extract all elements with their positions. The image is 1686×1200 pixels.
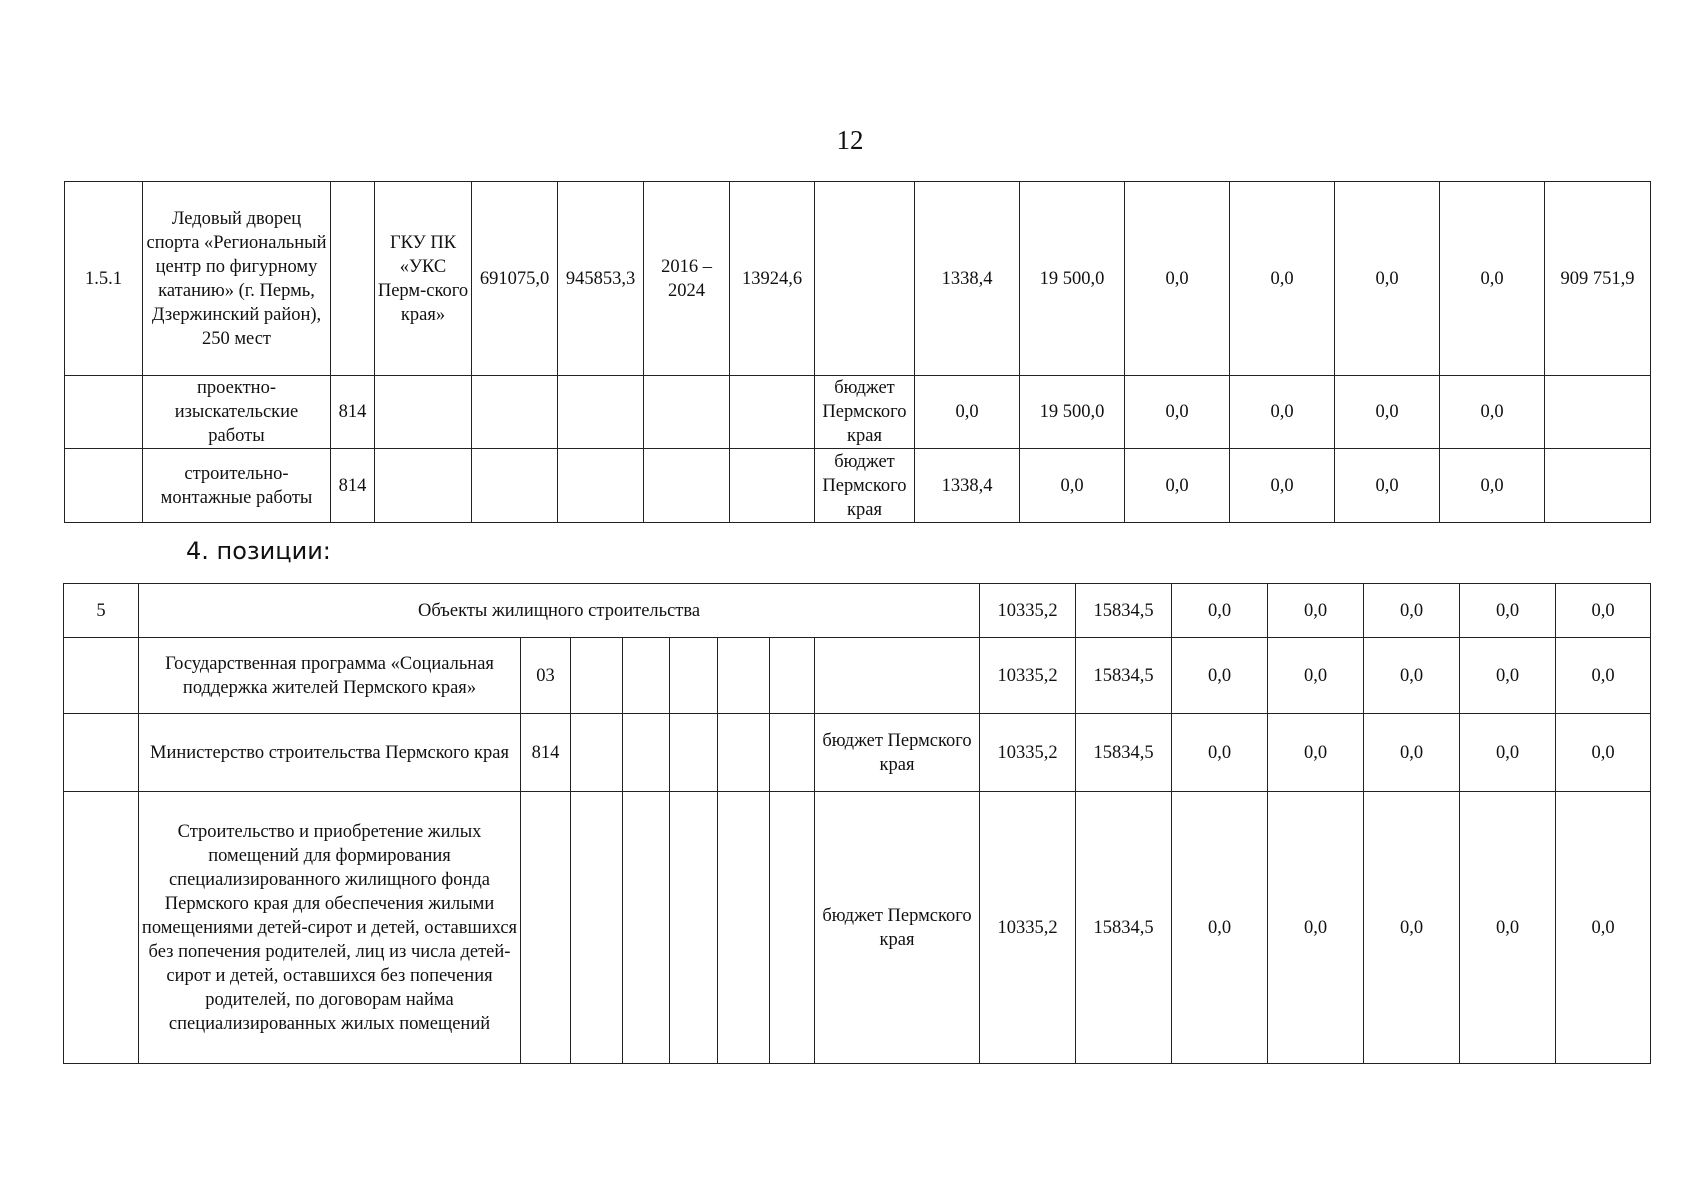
value-cell: 945853,3 xyxy=(558,182,644,376)
year-value: 0,0 xyxy=(1335,449,1440,523)
budget-code: 814 xyxy=(331,449,375,523)
empty-cell xyxy=(770,714,815,792)
section-heading: 4. позиции: xyxy=(186,537,331,565)
year-value: 1338,4 xyxy=(915,449,1020,523)
customer: ГКУ ПК «УКС Перм-ского края» xyxy=(375,182,472,376)
budget-code xyxy=(331,182,375,376)
housing-objects-table xyxy=(63,583,1651,1064)
row-number xyxy=(64,714,139,792)
value-cell: 13924,6 xyxy=(730,182,815,376)
year-value: 10335,2 xyxy=(980,638,1076,714)
empty-cell xyxy=(718,792,770,1064)
years-cell: 2016 – 2024 xyxy=(644,182,730,376)
budget-code: 814 xyxy=(331,376,375,449)
empty-cell xyxy=(571,714,623,792)
year-value: 0,0 xyxy=(1268,638,1364,714)
year-value: 0,0 xyxy=(1172,792,1268,1064)
year-value: 0,0 xyxy=(1172,714,1268,792)
empty-cell xyxy=(770,638,815,714)
year-value: 0,0 xyxy=(1460,584,1556,638)
table-row xyxy=(64,714,1651,792)
year-value: 0,0 xyxy=(1556,638,1651,714)
funding-source: бюджет Пермского края xyxy=(815,449,915,523)
year-value: 0,0 xyxy=(1268,714,1364,792)
year-value: 0,0 xyxy=(1268,584,1364,638)
year-value: 0,0 xyxy=(915,376,1020,449)
empty-cell xyxy=(571,638,623,714)
budget-code: 814 xyxy=(521,714,571,792)
table-row xyxy=(65,376,1651,449)
year-value: 0,0 xyxy=(1364,714,1460,792)
year-value: 0,0 xyxy=(1020,449,1125,523)
customer xyxy=(375,449,472,523)
program-name: Государственная программа «Социальная поддержка жителей Пермского края» xyxy=(139,638,521,714)
row-number xyxy=(64,792,139,1064)
total-value xyxy=(1545,376,1651,449)
value-cell xyxy=(472,449,558,523)
year-value: 0,0 xyxy=(1335,376,1440,449)
year-value: 0,0 xyxy=(1230,376,1335,449)
funding-source: бюджет Пермского края xyxy=(815,714,980,792)
year-value: 0,0 xyxy=(1364,792,1460,1064)
years-cell xyxy=(644,449,730,523)
row-number xyxy=(65,449,143,523)
table-row xyxy=(64,792,1651,1064)
year-value: 0,0 xyxy=(1364,638,1460,714)
empty-cell xyxy=(670,714,718,792)
year-value: 0,0 xyxy=(1460,792,1556,1064)
customer xyxy=(375,376,472,449)
page-number: 12 xyxy=(836,125,864,155)
object-name: проектно-изыскательские работы xyxy=(143,376,331,449)
year-value: 10335,2 xyxy=(980,714,1076,792)
row-number: 1.5.1 xyxy=(65,182,143,376)
year-value: 10335,2 xyxy=(980,584,1076,638)
capital-object-table xyxy=(64,181,1651,523)
year-value: 15834,5 xyxy=(1076,714,1172,792)
value-cell xyxy=(558,449,644,523)
table-row xyxy=(64,638,1651,714)
year-value: 0,0 xyxy=(1440,182,1545,376)
value-cell xyxy=(558,376,644,449)
year-value: 0,0 xyxy=(1268,792,1364,1064)
row-number xyxy=(65,376,143,449)
empty-cell xyxy=(623,714,670,792)
years-cell xyxy=(644,376,730,449)
empty-cell xyxy=(623,638,670,714)
year-value: 0,0 xyxy=(1125,376,1230,449)
funding-source: бюджет Пермского края xyxy=(815,376,915,449)
year-value: 0,0 xyxy=(1172,584,1268,638)
empty-cell xyxy=(718,638,770,714)
year-value: 0,0 xyxy=(1556,792,1651,1064)
year-value: 0,0 xyxy=(1556,584,1651,638)
funding-source: бюджет Пермского края xyxy=(815,792,980,1064)
value-cell: 691075,0 xyxy=(472,182,558,376)
funding-source xyxy=(815,638,980,714)
year-value: 0,0 xyxy=(1460,714,1556,792)
ministry-name: Министерство строительства Пермского края xyxy=(139,714,521,792)
budget-code xyxy=(521,792,571,1064)
budget-code: 03 xyxy=(521,638,571,714)
activity-name: Строительство и приобретение жилых помещений для формирования специализированного жилищного фонда Пермского края для обеспечения жилыми помещениями детей-сирот и детей, оставшихся без попечения родителей, лиц из числа детей-сирот и детей, оставшихся без попечения родителей, по договорам найма специализированных жилых помещений xyxy=(139,792,521,1064)
empty-cell xyxy=(670,792,718,1064)
table-row xyxy=(65,449,1651,523)
year-value: 1338,4 xyxy=(915,182,1020,376)
year-value: 0,0 xyxy=(1125,182,1230,376)
total-value: 909 751,9 xyxy=(1545,182,1651,376)
year-value: 0,0 xyxy=(1460,638,1556,714)
year-value: 0,0 xyxy=(1440,376,1545,449)
year-value: 19 500,0 xyxy=(1020,182,1125,376)
value-cell xyxy=(472,376,558,449)
empty-cell xyxy=(670,638,718,714)
empty-cell xyxy=(623,792,670,1064)
year-value: 0,0 xyxy=(1172,638,1268,714)
year-value: 10335,2 xyxy=(980,792,1076,1064)
year-value: 15834,5 xyxy=(1076,638,1172,714)
object-name: Ледовый дворец спорта «Региональный центр по фигурному катанию» (г. Пермь, Дзержинский район), 250 мест xyxy=(143,182,331,376)
year-value: 0,0 xyxy=(1364,584,1460,638)
total-value xyxy=(1545,449,1651,523)
value-cell xyxy=(730,376,815,449)
table-row xyxy=(64,584,1651,638)
year-value: 0,0 xyxy=(1556,714,1651,792)
year-value: 19 500,0 xyxy=(1020,376,1125,449)
year-value: 15834,5 xyxy=(1076,584,1172,638)
year-value: 0,0 xyxy=(1230,182,1335,376)
year-value: 15834,5 xyxy=(1076,792,1172,1064)
row-number: 5 xyxy=(64,584,139,638)
year-value: 0,0 xyxy=(1335,182,1440,376)
year-value: 0,0 xyxy=(1230,449,1335,523)
empty-cell xyxy=(770,792,815,1064)
year-value: 0,0 xyxy=(1125,449,1230,523)
year-value: 0,0 xyxy=(1440,449,1545,523)
funding-source xyxy=(815,182,915,376)
empty-cell xyxy=(571,792,623,1064)
empty-cell xyxy=(718,714,770,792)
row-number xyxy=(64,638,139,714)
value-cell xyxy=(730,449,815,523)
object-name: строительно-монтажные работы xyxy=(143,449,331,523)
table-row xyxy=(65,182,1651,376)
section-title: Объекты жилищного строительства xyxy=(139,584,980,638)
